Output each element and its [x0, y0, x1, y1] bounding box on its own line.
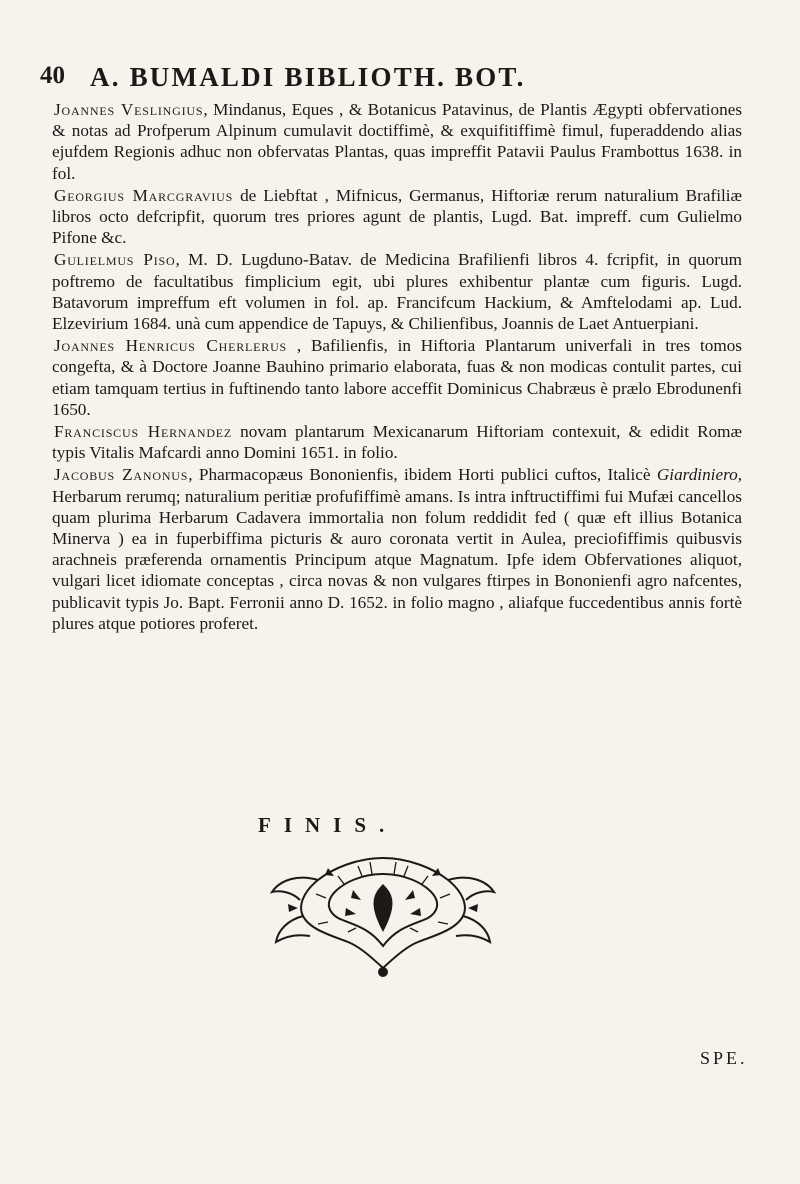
entry-text: , M. D. Lugduno-Batav. de Medicina Brafilienfi libros 4. fcripfit, in quorum poftremo de facultatibus fimplicium egit, ubi plures exhibentur plantæ cum figuris. Lugd. Batavorum impreffum eft volumen in fol. ap. Francifcum Hackium, & Amftelodami ap. Lud. Elzevirium 1684. unà cum appendice de Tapuys, & Chilienfibus, Joannis de Laet Antuerpiani.: [52, 250, 742, 334]
entry-veslingius: [52, 99, 742, 184]
entry-text-lead: , Pharmacopæus Bononienfis, ibidem Horti publici cuftos, Italicè: [188, 465, 657, 485]
printers-ornament-icon: [258, 850, 508, 980]
page-number: 40: [40, 62, 65, 89]
author-name: Jacobus Zanonus: [54, 465, 189, 485]
running-title: A. BUMALDI BIBLIOTH. BOT.: [90, 62, 526, 92]
catchword: SPE.: [700, 1048, 748, 1068]
author-name: Joannes Veslingius: [54, 100, 204, 119]
entry-cherlerus: [52, 335, 742, 420]
entry-marcgravius: [52, 185, 742, 249]
entry-text: , Herbarum rerumq; naturalium peritiæ profufiffimè amans. Is intra inftructiffimi fui Mufæi cancellos quam plurima Herbarum Cadavera immortalia non folum reddidit fed ( quæ eft illius Botanica Minerva ) ea in fuperbiffima picturis & auro coronata vertit in Aulea, preciofiffimis quibusvis arachneis præferenda ornamentis Principum atque Magnatum. Ipfe idem Obfervationes aliquot, vulgari licet idiomate conceptas , circa novas & non vulgares ftirpes in Bononienfi agro nafcentes, publicavit typis Jo. Bapt. Ferronii anno D. 1652. in folio magno , aliafque fuccedentibus annis fortè plures atque potiores proferet.: [52, 465, 743, 633]
author-name: Franciscus Hernandez: [54, 422, 233, 442]
entry-text: , Mindanus, Eques , & Botanicus Patavinus, de Plantis Ægypti obfervationes & notas ad Profperum Alpinum cumulavit doctiffimè, & exquifitiffimè fimul, fuperaddendo alias ejufdem Regionis adhuc non obfervatas Plantas, quas impreffit Patavii Paulus Frambottus 1638. in fol.: [52, 100, 743, 183]
entry-zanonus: [52, 464, 742, 634]
page-header: [40, 62, 760, 102]
entry-text: , Bafilienfis, in Hiftoria Plantarum univerfali in tres tomos congefta, & à Doctore Joanne Bauhino primario elaborata, fuas & non modicas contulit partes, cui etiam tamquam tertius in fuftinendo tanto labore acceffit Dominicus Chabræus è prælo Ebrodunenfi 1650.: [52, 336, 742, 419]
author-name: Gulielmus Piso: [54, 250, 176, 270]
author-name: Georgius Marcgravius: [54, 185, 234, 205]
entry-piso: [52, 249, 742, 334]
italic-term: Giardiniero: [656, 465, 738, 485]
finis-heading: FINIS.: [258, 813, 398, 837]
bibliography-text: [52, 99, 742, 635]
entry-text: novam plantarum Mexicanarum Hiftoriam contexuit, & edidit Romæ typis Vitalis Mafcardi anno Domini 1651. in folio.: [52, 422, 742, 463]
entry-text: de Liebftat , Mifnicus, Germanus, Hiftoriæ rerum naturalium Brafiliæ libros octo defcripfit, quorum tres priores agunt de plantis, Lugd. Bat. impreff. cum Gulielmo Pifone &c.: [52, 185, 742, 248]
author-name: Joannes Henricus Cherlerus: [54, 336, 288, 356]
entry-hernandez: [52, 421, 742, 463]
